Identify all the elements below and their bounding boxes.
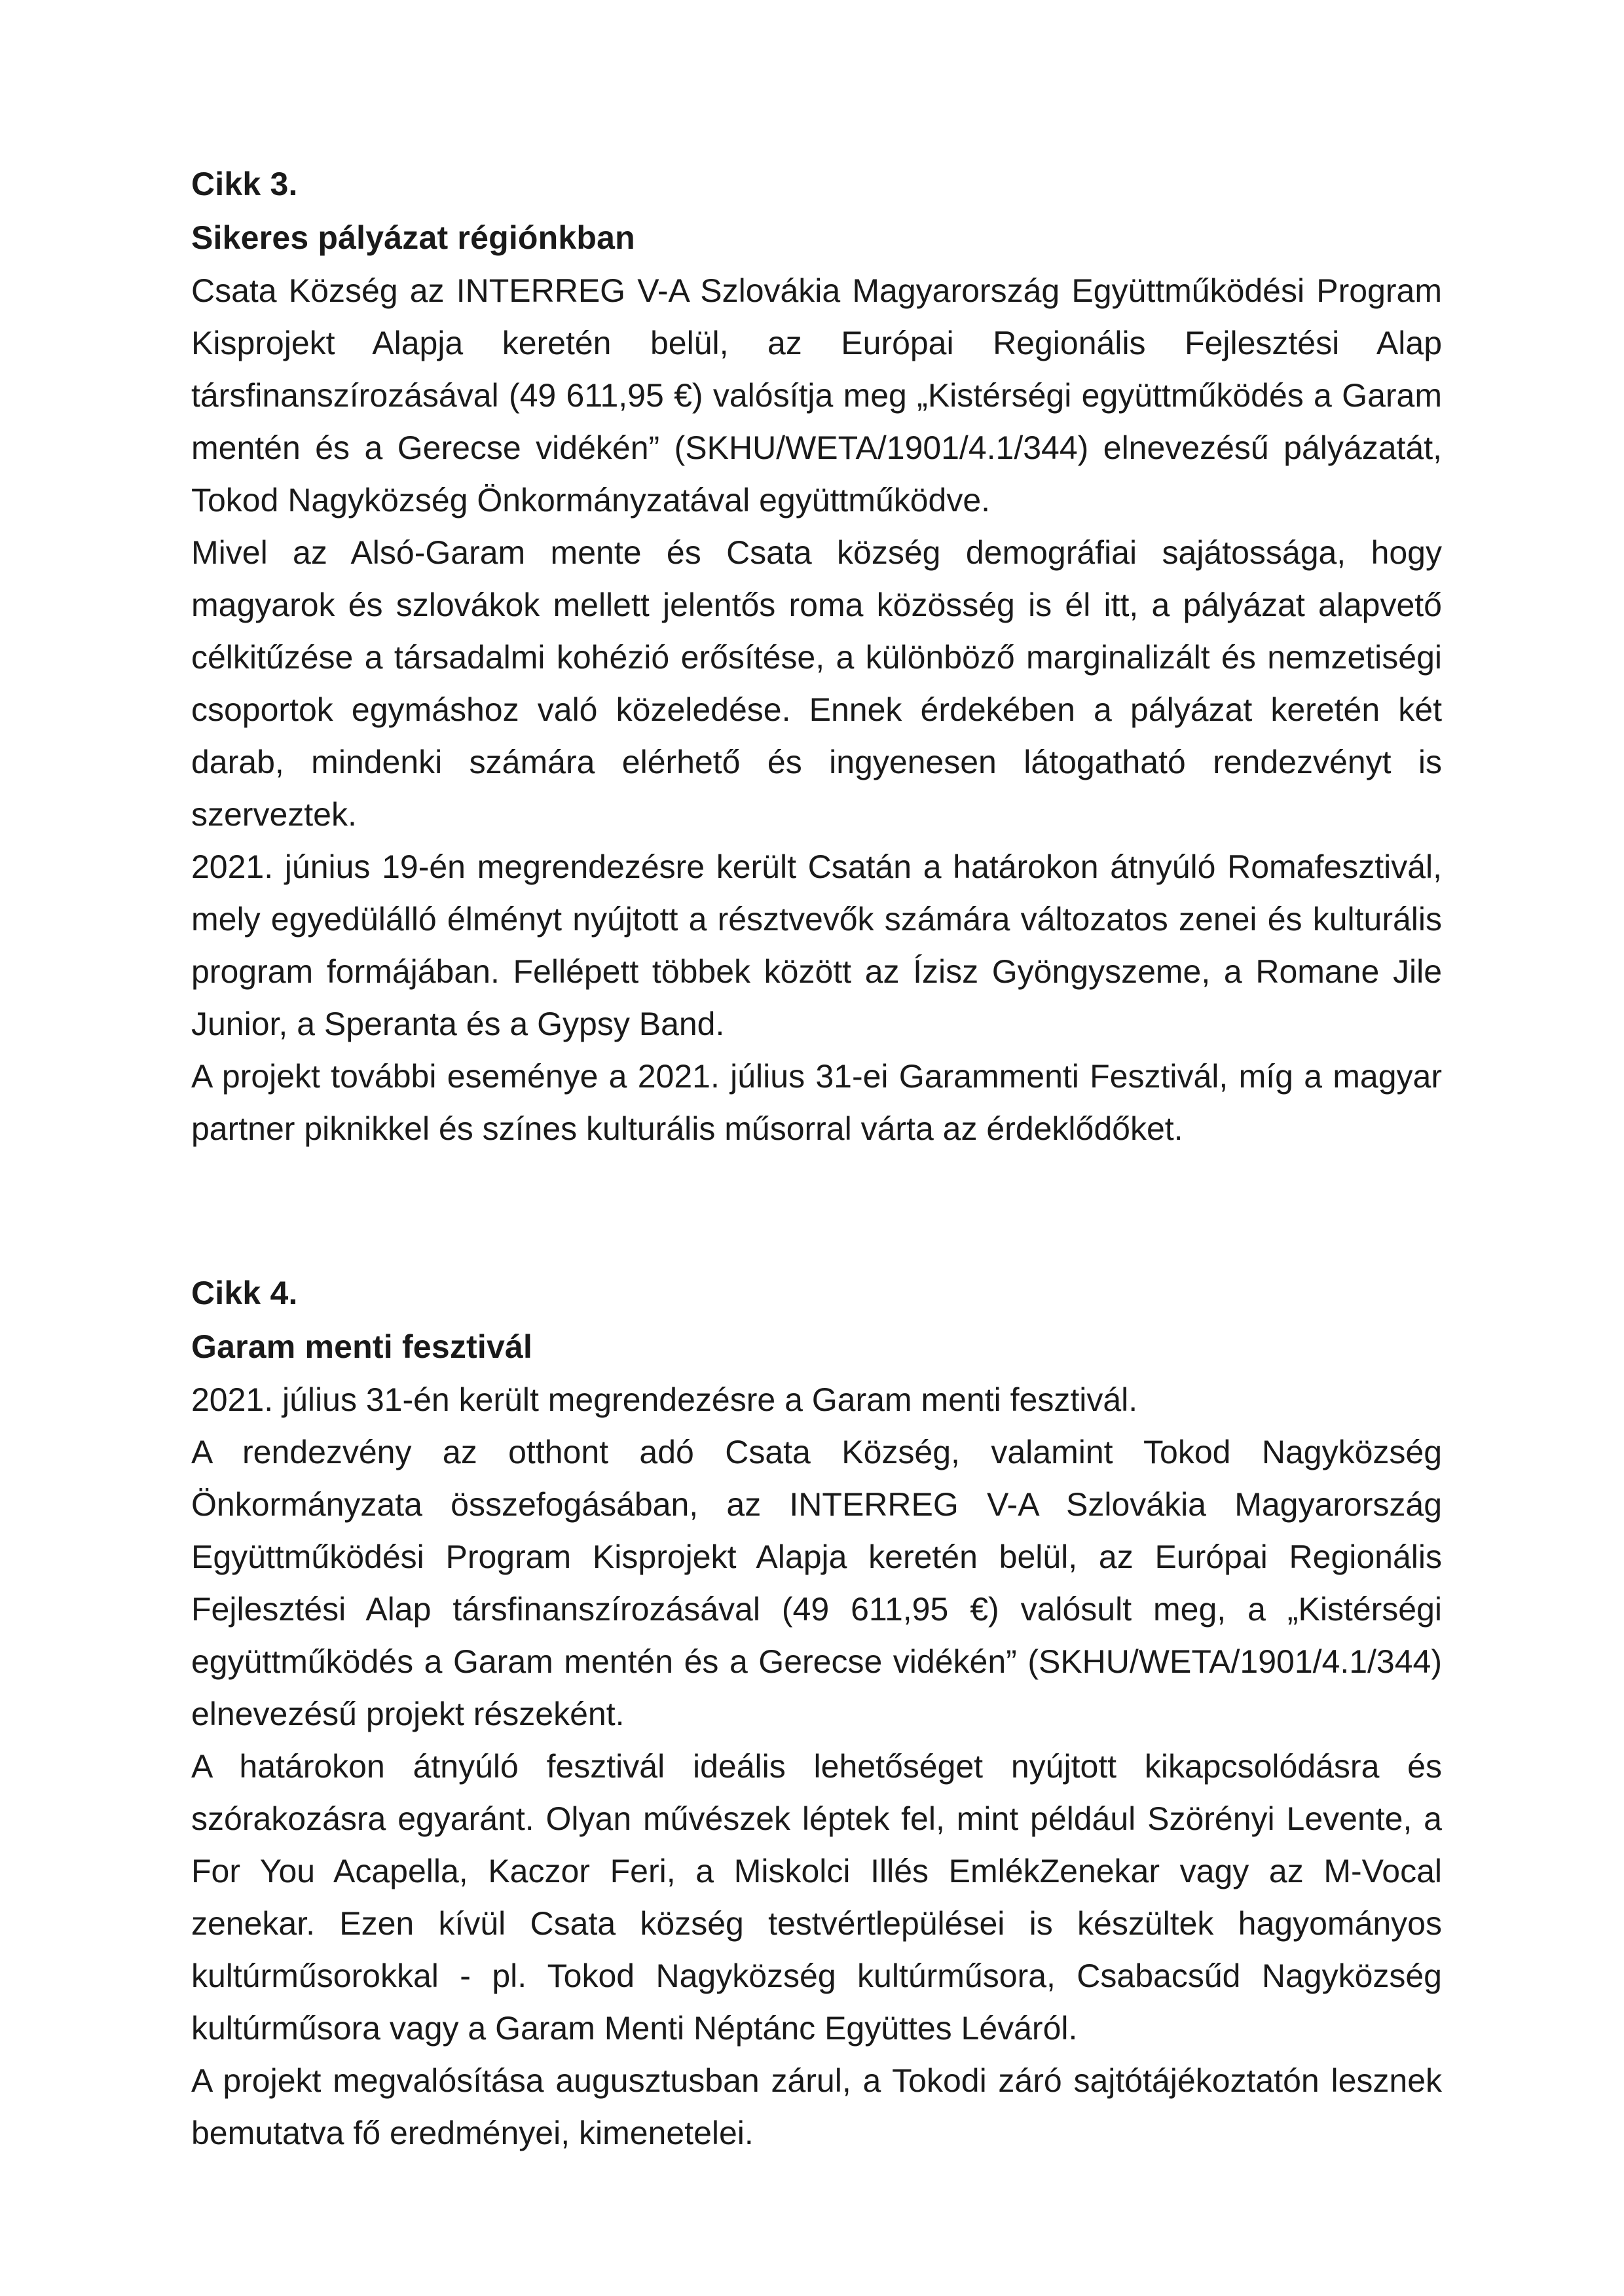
article-paragraph: A határokon átnyúló fesztivál ideális lehetőséget nyújtott kikapcsolódásra és szórakozásra egyaránt. Olyan művészek léptek fel, mint például Szörényi Levente, a For You Acapella, Kaczor Feri, a Miskolci Illés EmlékZenekar vagy az M-Vocal zenekar. Ezen kívül Csata község testvértlepülései is készültek hagyományos kultúrműsorokkal - pl. Tokod Nagyközség kultúrműsora, Csabacsűd Nagyközség kultúrműsora vagy a Garam Menti Néptánc Együttes Léváról.: [191, 1748, 1442, 2047]
article-paragraph: 2021. június 19-én megrendezésre került Csatán a határokon átnyúló Romafesztivál, mely egyedülálló élményt nyújtott a résztvevők számára változatos zenei és kulturális program formájában. Fellépett többek között az Ízisz Gyöngyszeme, a Romane Jile Junior, a Speranta és a Gypsy Band.: [191, 848, 1442, 1042]
article-paragraph: Mivel az Alsó-Garam mente és Csata község demográfiai sajátossága, hogy magyarok és szlovákok mellett jelentős roma közösség is él itt, a pályázat alapvető célkitűzése a társadalmi kohézió erősítése, a különböző marginalizált és nemzetiségi csoportok egymáshoz való közeledése. Ennek érdekében a pályázat keretén két darab, mindenki számára elérhető és ingyenesen látogatható rendezvényt is szerveztek.: [191, 534, 1442, 833]
article-3: [191, 157, 1442, 1155]
article-paragraph: A projekt további eseménye a 2021. július 31-ei Garammenti Fesztivál, míg a magyar partner piknikkel és színes kulturális műsorral várta az érdeklődőket.: [191, 1058, 1442, 1147]
article-number: Cikk 4.: [191, 1275, 298, 1311]
article-title: Garam menti fesztivál: [191, 1328, 533, 1365]
article-paragraph: A rendezvény az otthont adó Csata Község, valamint Tokod Nagyközség Önkormányzata összefogásában, az INTERREG V-A Szlovákia Magyarország Együttműködési Program Kisprojekt Alapja keretén belül, az Európai Regionális Fejlesztési Alap társfinanszírozásával (49 611,95 €) valósult meg, a „Kistérségi együttműködés a Garam mentén és a Gerecse vidékén” (SKHU/WETA/1901/4.1/344) elnevezésű projekt részeként.: [191, 1434, 1442, 1732]
article-4: [191, 1266, 1442, 2159]
document-page: [191, 157, 1442, 2159]
article-paragraph: 2021. július 31-én került megrendezésre a Garam menti fesztivál.: [191, 1381, 1138, 1418]
article-paragraph: Csata Község az INTERREG V-A Szlovákia Magyarország Együttműködési Program Kisprojekt Alapja keretén belül, az Európai Regionális Fejlesztési Alap társfinanszírozásával (49 611,95 €) valósítja meg „Kistérségi együttműködés a Garam mentén és a Gerecse vidékén” (SKHU/WETA/1901/4.1/344) elnevezésű pályázatát, Tokod Nagyközség Önkormányzatával együttműködve.: [191, 272, 1442, 519]
article-paragraph: A projekt megvalósítása augusztusban zárul, a Tokodi záró sajtótájékoztatón lesznek bemutatva fő eredményei, kimenetelei.: [191, 2062, 1442, 2151]
article-title: Sikeres pályázat régiónkban: [191, 219, 635, 256]
article-number: Cikk 3.: [191, 166, 298, 202]
